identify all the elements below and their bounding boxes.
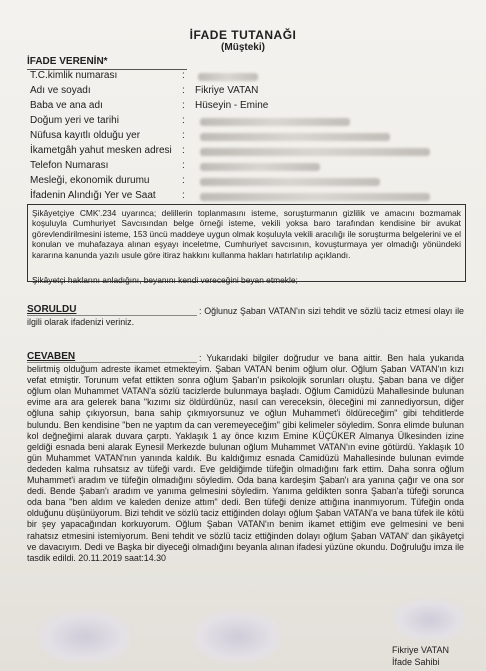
signer-role: İfade Sahibi xyxy=(392,657,440,667)
answer-label: CEVABEN xyxy=(27,351,76,362)
field-colon: : xyxy=(182,160,185,171)
redacted-value xyxy=(200,178,380,186)
redacted-value xyxy=(200,133,390,141)
question-label: SORULDU xyxy=(27,304,77,315)
redacted-value xyxy=(198,73,258,81)
field-label: Nüfusa kayıtlı olduğu yer xyxy=(30,130,141,141)
field-value: Fikriye VATAN xyxy=(195,85,259,96)
document-title: İFADE TUTANAĞI xyxy=(189,28,297,42)
field-colon: : xyxy=(182,100,185,111)
field-label: Doğum yeri ve tarihi xyxy=(30,115,119,126)
field-colon: : xyxy=(182,145,185,156)
section-header: İFADE VERENİN* xyxy=(27,56,108,67)
redacted-signature xyxy=(195,612,280,662)
redacted-value xyxy=(200,118,350,126)
field-label: İfadenin Alındığı Yer ve Saat xyxy=(30,190,156,201)
field-colon: : xyxy=(182,190,185,201)
field-label: Adı ve soyadı xyxy=(30,85,91,96)
answer-text: : Yukarıdaki bilgiler doğrudur ve bana aittir. Ben hala yukarıda belirtmiş olduğum adreste ikamet etmekteyim. Şaban VATAN benim oğlum olur. Oğlum Şaban VATAN'ın kızı vefat etmiştir. Torunum vefat ettikten sonra oğlum Şaban'ın psikolojik sorunları oluştu. Şaban bana ve diğer oğlum olan Muhammet VATAN'a sözlü tacizlerde bulunmaya başladı. Oğlum Camidüzü Mahallesinde bulunan evime ara ara gelerek bana "kızımı siz öldürdünüz, nasıl can vereceksin, öleceğini mi zannediyorsun, diğer oğluna sahip çıkıyorsun, bana sahip çıkmıyorsunuz ve oğlun Muhammet'i öldüreceğim" gibi tehditlerde bulundu. Ben kendisine "ben ne yaptım da can veremeyeceğim" gibi kelimeler söyledim. Sonra elimde bulunan kol değneğimi alarak duvara çarptı. Yaklaşık 1 ay önce kızım Emine KÜÇÜKER Almanya Ülkesinden izine geldiği esnada beni alarak Eynesil Merkezde bulunan oğlum Muhammet VATAN'ın evine götürdü. Yaklaşık 10 gün Muhammet VATAN'nın yanında kaldık. Bu kaldığımız esnada Camidüzü Mahallesinde bulunan evimde dededen kalma ruhsatsız av tüfeği vardı. Eve geldiğimde tüfeğin olmadığını fark ettim. Daha sonra oğlum Muhammet'i aradım ve tüfeğin olmadığını söyledim. Oda bana kardeşim Şaban'ı ara yanına çağır ve ona sor dedi. Bende Şaban'ı aradım ve yanıma gelmesini söyledim. Yanıma geldikten sonra Şaban'a tüfeği sorunca oda bana "ben aldım ve kaleden denize attım" dedi. Ben tüfeği denize attığına inanmıyorum. Tüfeğin onda olduğunu düşünüyorum. Bizi tehdit ve sözlü taciz ettiğinden dolayı oğlum Şaban VATAN'a ve bana tüfek ile kötü bir şey yapacağından korkuyorum. Oğlum Şaban VATAN'ın benim ikamet ettiğim eve gelmesini ve beni rahatsız etmesini istemiyorum. Beni tehdit ve sözlü taciz ettiğinden dolayı oğlum Şaban VATAN' dan şikâyetçi ve davacıyım. Dedi ve Başka bir diyeceği olmadığını beyanla alınan ifadesi yüzüne okundu. Doğruluğu imza ile tasdik edildi. 20.11.2019 saat:14.30 xyxy=(27,353,464,563)
document-subtitle: (Müşteki) xyxy=(221,42,265,53)
field-label: Baba ve ana adı xyxy=(30,100,103,111)
redacted-value xyxy=(200,148,430,156)
field-label: Mesleği, ekonomik durumu xyxy=(30,175,150,186)
redacted-value xyxy=(200,193,430,201)
field-label: Telefon Numarası xyxy=(30,160,109,171)
redacted-signature xyxy=(40,612,130,662)
field-colon: : xyxy=(182,85,185,96)
question-text: : Oğlunuz Şaban VATAN'ın sizi tehdit ve sözlü taciz etmesi olayı ile ilgili olarak ifadenizi veriniz. xyxy=(27,306,464,328)
signer-name: Fikriye VATAN xyxy=(392,645,450,655)
rights-notice-box xyxy=(27,204,466,285)
field-label: İkametgâh yahut mesken adresi xyxy=(30,145,172,156)
rights-text: Şikâyetçiye CMK'.234 uyarınca; delillerin toplanmasını isteme, soruşturmanın gizlilik ve amacını bozmamak koşuluyla Cumhuriyet Savcısından belge örneği isteme, vekili yoksa baro tarafından kendisine bir avukat görevlendirilmesini isteme, 153 üncü maddeye uygun olmak koşuluyla vekili aracılığı ile soruşturma belgelerini ve el konulan ve muhafazaya alınan eşyayı inceletme, Cumhuriyet savcısının, kovuşturmaya yer olmadığı yönündeki kararına kanunda yazılı usule göre itiraz hakkını kullanma hakları hatırlatılıp açıklandı. xyxy=(32,208,461,260)
field-value: Hüseyin - Emine xyxy=(195,100,269,111)
rights-acknowledgement: Şikâyetçi haklarını anladığını, beyanını kendi vereceğini beyan etmekle; xyxy=(32,275,298,285)
field-colon: : xyxy=(182,115,185,126)
field-colon: : xyxy=(182,130,185,141)
redacted-value xyxy=(200,163,320,171)
field-colon: : xyxy=(182,70,185,81)
applicant-signature xyxy=(395,600,465,640)
field-colon: : xyxy=(182,175,185,186)
field-label: T.C.kimlik numarası xyxy=(30,70,118,81)
